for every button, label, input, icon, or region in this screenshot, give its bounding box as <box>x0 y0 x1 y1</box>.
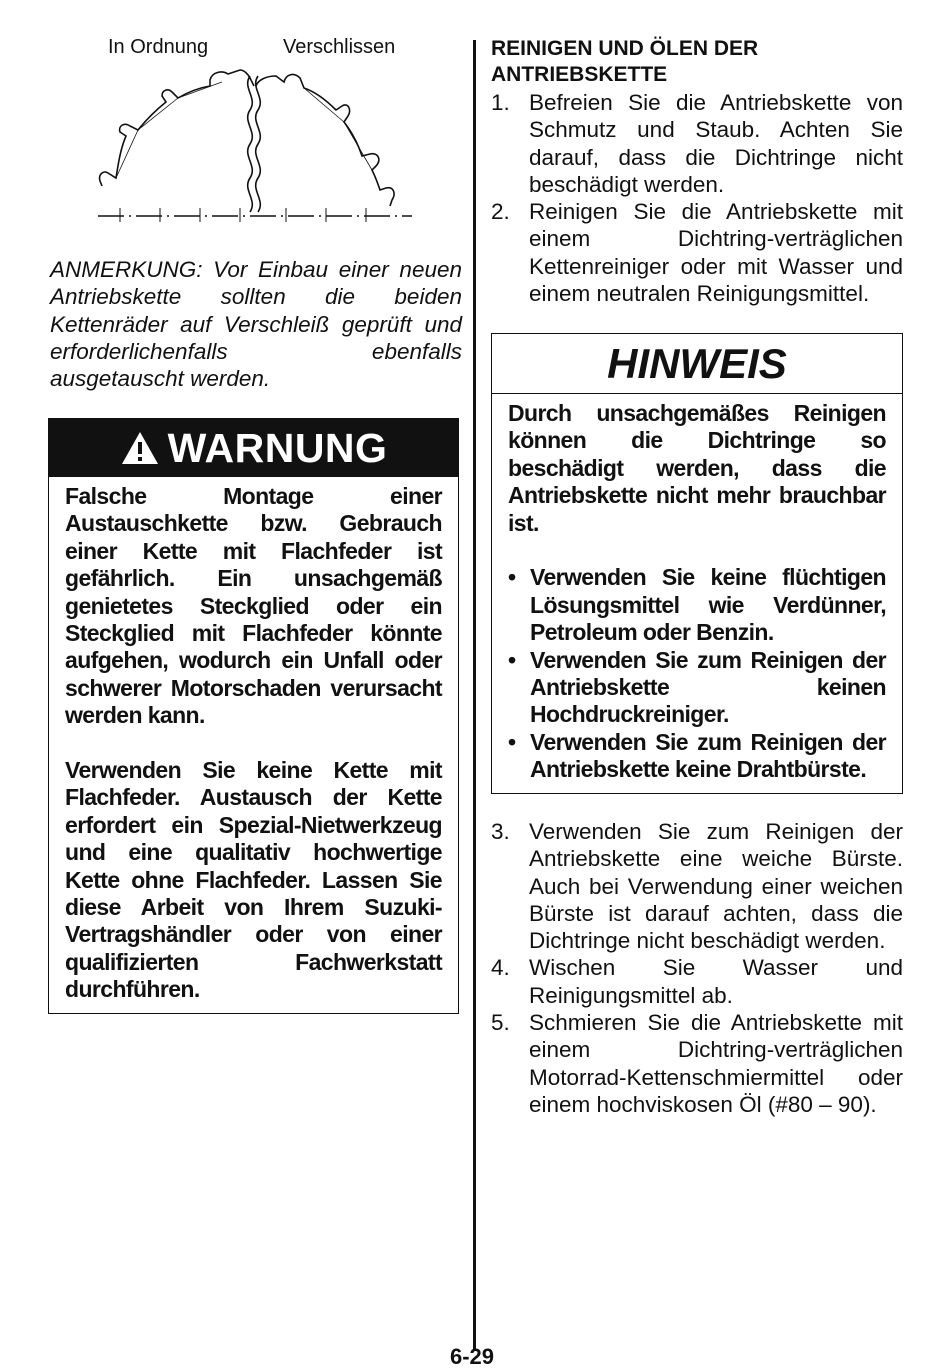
step-text: Verwenden Sie zum Reinigen der Antriebskette eine weiche Bürste. Auch bei Verwendung einer weichen Bürste ist darauf achten, dass die Dichtringe nicht beschädigt werden. <box>529 819 903 954</box>
hint-title: HINWEIS <box>607 339 787 387</box>
note-text: ANMERKUNG: Vor Einbau einer neuen Antriebskette sollten die beiden Kettenräder auf Verschleiß geprüft und erforderlichenfalls ebenfalls ausgetauscht werden. <box>50 257 462 392</box>
list-item <box>491 89 903 198</box>
hint-intro: Durch unsachgemäßes Reinigen können die Dichtringe so beschädigt werden, dass die Antriebskette nicht mehr brauchbar ist. <box>508 400 886 536</box>
bullet-icon: • <box>508 728 516 755</box>
warning-box <box>48 418 459 1014</box>
warning-paragraph: Verwenden Sie keine Kette mit Flachfeder. Austausch der Kette erfordert ein Spezial-Nietwerkzeug und eine qualitativ hochwertige Kette ohne Flachfeder. Lassen Sie diese Arbeit von Ihrem Suzuki-Vertragshändler oder von einer qualifizierten Fachwerkstatt durchführen. <box>65 757 442 1003</box>
step-number: 3. <box>491 819 510 844</box>
sprocket-drawing <box>90 66 420 226</box>
warning-paragraph: Falsche Montage einer Austauschkette bzw. Gebrauch einer Kette mit Flachfeder ist gefährlich. Ein unsachgemäß genietetes Steckglied oder ein Steckglied mit Flachfeder könnte aufgehen, wodurch ein Unfall oder schwerer Motorschaden verursacht werden kann. <box>65 483 442 729</box>
section-title-line: REINIGEN UND ÖLEN DER <box>491 37 759 60</box>
hint-body <box>492 394 902 784</box>
list-item <box>508 647 886 729</box>
bullet-text: Verwenden Sie keine flüchtigen Lösungsmittel wie Verdünner, Petroleum oder Benzin. <box>530 564 886 646</box>
steps-list-second <box>491 818 903 1118</box>
bullet-icon: • <box>508 564 516 591</box>
step-number: 2. <box>491 199 510 225</box>
bullet-text: Verwenden Sie zum Reinigen der Antriebskette keine Drahtbürste. <box>530 728 886 783</box>
warning-body <box>49 477 458 1004</box>
hint-bullet-list <box>508 564 886 783</box>
warning-title: WARNUNG <box>167 424 388 471</box>
warning-header <box>49 419 458 477</box>
label-worn: Verschlissen <box>283 36 396 58</box>
sprocket-diagram <box>90 30 420 230</box>
step-number: 1. <box>491 90 510 115</box>
step-number: 4. <box>491 955 510 981</box>
list-item <box>508 564 886 646</box>
column-divider <box>473 40 476 1350</box>
list-item <box>491 1009 903 1118</box>
step-text: Befreien Sie die Antriebskette von Schmutz und Staub. Achten Sie darauf, dass die Dichtringe nicht beschädigt werden. <box>529 90 903 197</box>
list-item <box>491 818 903 954</box>
list-item <box>491 954 903 1009</box>
step-text: Wischen Sie Wasser und Reinigungsmittel ab. <box>529 955 903 1008</box>
bullet-text: Verwenden Sie zum Reinigen der Antriebskette keinen Hochdruckreiniger. <box>530 646 886 728</box>
steps-list-first <box>491 89 903 307</box>
list-item <box>491 198 903 307</box>
warning-triangle-icon <box>120 430 160 466</box>
section-title <box>491 36 903 88</box>
step-number: 5. <box>491 1010 510 1036</box>
hint-box <box>491 333 903 794</box>
bullet-icon: • <box>508 646 516 673</box>
list-item <box>508 729 886 784</box>
section-title-line: ANTRIEBSKETTE <box>491 63 668 86</box>
step-text: Schmieren Sie die Antriebskette mit einem Dichtring-verträglichen Motorrad-Kettenschmiermittel oder einem hochviskosen Öl (#80 – 90). <box>529 1010 903 1117</box>
page-number: 6-29 <box>450 1344 495 1369</box>
step-text: Reinigen Sie die Antriebskette mit einem Dichtring-verträglichen Kettenreiniger oder mit Wasser und einem neutralen Reinigungsmittel. <box>529 199 903 307</box>
label-ok: In Ordnung <box>108 36 209 58</box>
hint-header <box>492 334 902 394</box>
